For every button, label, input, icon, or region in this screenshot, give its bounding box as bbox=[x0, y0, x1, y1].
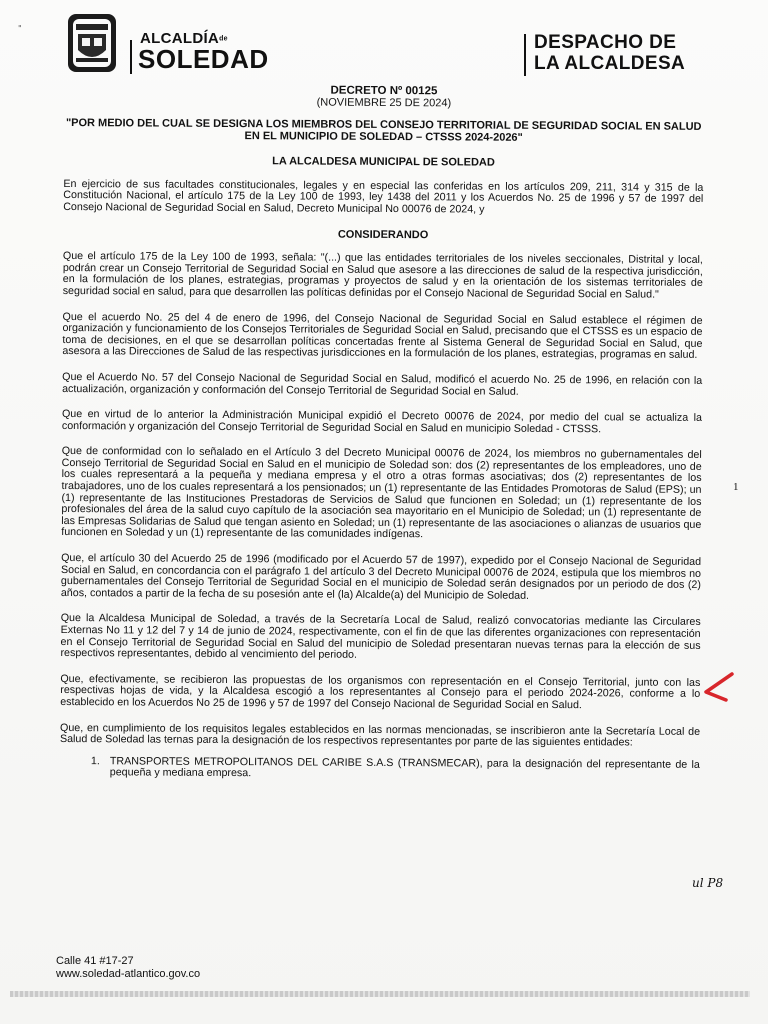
soledad-label: SOLEDAD bbox=[138, 44, 269, 74]
list-number: 1. bbox=[90, 754, 100, 767]
footer-address: Calle 41 #17-27 bbox=[56, 955, 134, 967]
paragraph: Que el acuerdo No. 25 del 4 de enero de 1996, del Consejo Nacional de Seguridad Social en Salud establece el régimen de organización y funcionamiento de los Consejos Territoriales de Seguridad Social en Salud, precisando que el CTSSS es un espacio de toma de decisiones, en el que se desarrollan políticas concertadas frente al Sistema General de Seguridad Social en Salud, que asesora a las Direcciones de Salud de las respectivas jurisdicciones en la formulación de los planes, estrategias, programas en salud. bbox=[62, 310, 703, 362]
paragraph: Que la Alcaldesa Municipal de Soledad, a través de la Secretaría Local de Salud, realizó convocatorias mediante las Circulares Externas No 11 y 12 del 7 y 14 de junio de 2024, respectivamente, con el fin de que las diferentes organizaciones con representación en el Consejo Territorial de Seguridad Social en Salud del municipio de Soledad presentaran nuevas ternas para la elección de sus respectivos representantes, debido al vencimiento del periodo. bbox=[60, 612, 701, 661]
page-number: 1 bbox=[733, 481, 739, 493]
paragraph: Que el artículo 175 de la Ley 100 de 1993, señala: "(...) que las entidades territoriales de los niveles seccionales, Distrital y local, podrán crear un Consejo Territorial de Seguridad Social en Salud que asesore a las direcciones de salud de la respectiva jurisdicción, en la formulación de los planes, estrategias, programas y proyectos de salud y en la orientación de los sistemas territoriales de seguridad social en salud, para que desarrollen las políticas definidas por el Consejo Nacional de Seguridad Social en Salud." bbox=[62, 250, 703, 301]
footer-website: www.soledad-atlantico.gov.co bbox=[56, 968, 201, 980]
header-divider-right bbox=[524, 34, 526, 76]
list-item bbox=[60, 756, 700, 783]
paragraph: Que en virtud de lo anterior la Administración Municipal expidió el Decreto 00076 de 2024, por medio del cual se actualiza la conformación y organización del Consejo Territorial de Seguridad Social en Salud en municipio Soledad - CTSSS. bbox=[61, 408, 702, 435]
preamble: En ejercicio de sus facultades constitucionales, legales y en especial las conferidas en los artículos 209, 211, 314 y 315 de la Constitución Nacional, el artículo 175 de la Ley 100 de 1993, ley 1438 del 2011 y los Acuerdos No. 25 de 1996 y 57 de 1997 del Consejo Nacional de Seguridad Social en Salud, Decreto Municipal No 00076 de 2024, y bbox=[63, 177, 704, 216]
paragraph: Que de conformidad con lo señalado en el Artículo 3 del Decreto Municipal 00076 de 2024, los miembros no gubernamentales del Consejo Territorial de Seguridad Social en Salud en el municipio de Soledad son: dos (2) representantes de los empleadores, uno de los cuales representará a la pequeña y mediana empresa y el otro a otras formas asociativas; dos (2) representantes de los trabajadores, uno de los cuales representará a los pensionados; un (1) representante de las Entidades Promotoras de Salud (EPS); un (1) representante de las Instituciones Prestadoras de Servicios de Salud que funcionen en Soledad; un (1) representante de los profesionales del área de la salud cuyo capítulo de la asociación sea mayoritario en el Municipio de Soledad; un (1) representante de las Empresas Solidarias de Salud que tengan asiento en Soledad; un (1) representante de las asociaciones o alianzas de usuarios que funcionen en Soledad y un (1) representante de las comunidades indígenas. bbox=[61, 445, 702, 541]
considerando-heading: CONSIDERANDO bbox=[337, 228, 429, 241]
scan-mark: " bbox=[18, 24, 22, 33]
handwritten-note: ul P8 bbox=[692, 876, 724, 890]
issuing-authority: LA ALCALDESA MUNICIPAL DE SOLEDAD bbox=[272, 155, 495, 169]
red-checkmark-icon bbox=[700, 670, 740, 704]
footer-bar bbox=[10, 991, 750, 997]
list-text: TRANSPORTES METROPOLITANOS DEL CARIBE S.A.S (TRANSMECAR), para la designación del representante de la pequeña y mediana empresa. bbox=[109, 755, 700, 780]
paragraph: Que, el artículo 30 del Acuerdo 25 de 1996 (modificado por el Acuerdo 57 de 1997), expedido por el Consejo Nacional de Seguridad Social en Salud, en concordancia con el parágrafo 1 del artículo 3 del Decreto Municipal 00076 de 2024, estipula que los miembros no gubernamentales del Consejo Territorial de Seguridad Social en el municipio de Soledad serán designados por un periodo de dos (2) años, contados a partir de la fecha de su posesión ante el (la) Alcalde(a) del Municipio de Soledad. bbox=[60, 552, 702, 602]
paragraph: Que, efectivamente, se recibieron las propuestas de los organismos con representación en el Consejo Territorial, junto con las respectivas hojas de vida, y la Alcaldesa escogió a los representantes al Consejo para el periodo 2024-2026, conforme a lo establecido en los Acuerdos No 25 de 1996 y 57 de 1997 del Consejo Nacional de Seguridad Social en Salud. bbox=[60, 672, 701, 712]
header-divider bbox=[130, 40, 132, 74]
paragraph: Que, en cumplimiento de los requisitos legales establecidos en las normas mencionadas, se inscribieron ante la Secretaría Local de Salud de Soledad las ternas para la designación de los respectivos representantes por parte de las siguientes entidades: bbox=[59, 721, 701, 749]
footer bbox=[56, 955, 200, 981]
paragraph: Que el Acuerdo No. 57 del Consejo Nacional de Seguridad Social en Salud, modificó el acuerdo No. 25 de 1996, en relación con la actualización, organización y conformación del Consejo Territorial de Seguridad Social en Salud. bbox=[62, 370, 703, 398]
decree-date: (NOVIEMBRE 25 DE 2024) bbox=[316, 96, 452, 109]
municipal-seal-icon bbox=[62, 12, 122, 74]
alcaldia-label: ALCALDÍAde bbox=[140, 30, 228, 47]
decree-title: DECRETO Nº 00125 bbox=[330, 84, 438, 98]
decree-subject: "POR MEDIO DEL CUAL SE DESIGNA LOS MIEMBROS DEL CONSEJO TERRITORIAL DE SEGURIDAD SOCIAL EN SALUD EN EL MUNICIPIO DE SOLEDAD – CTSSS 2024-2026" bbox=[65, 117, 702, 144]
despacho-title: DESPACHO DE LA ALCALDESA bbox=[534, 32, 686, 74]
letterhead bbox=[62, 12, 712, 82]
document-body bbox=[60, 82, 704, 783]
